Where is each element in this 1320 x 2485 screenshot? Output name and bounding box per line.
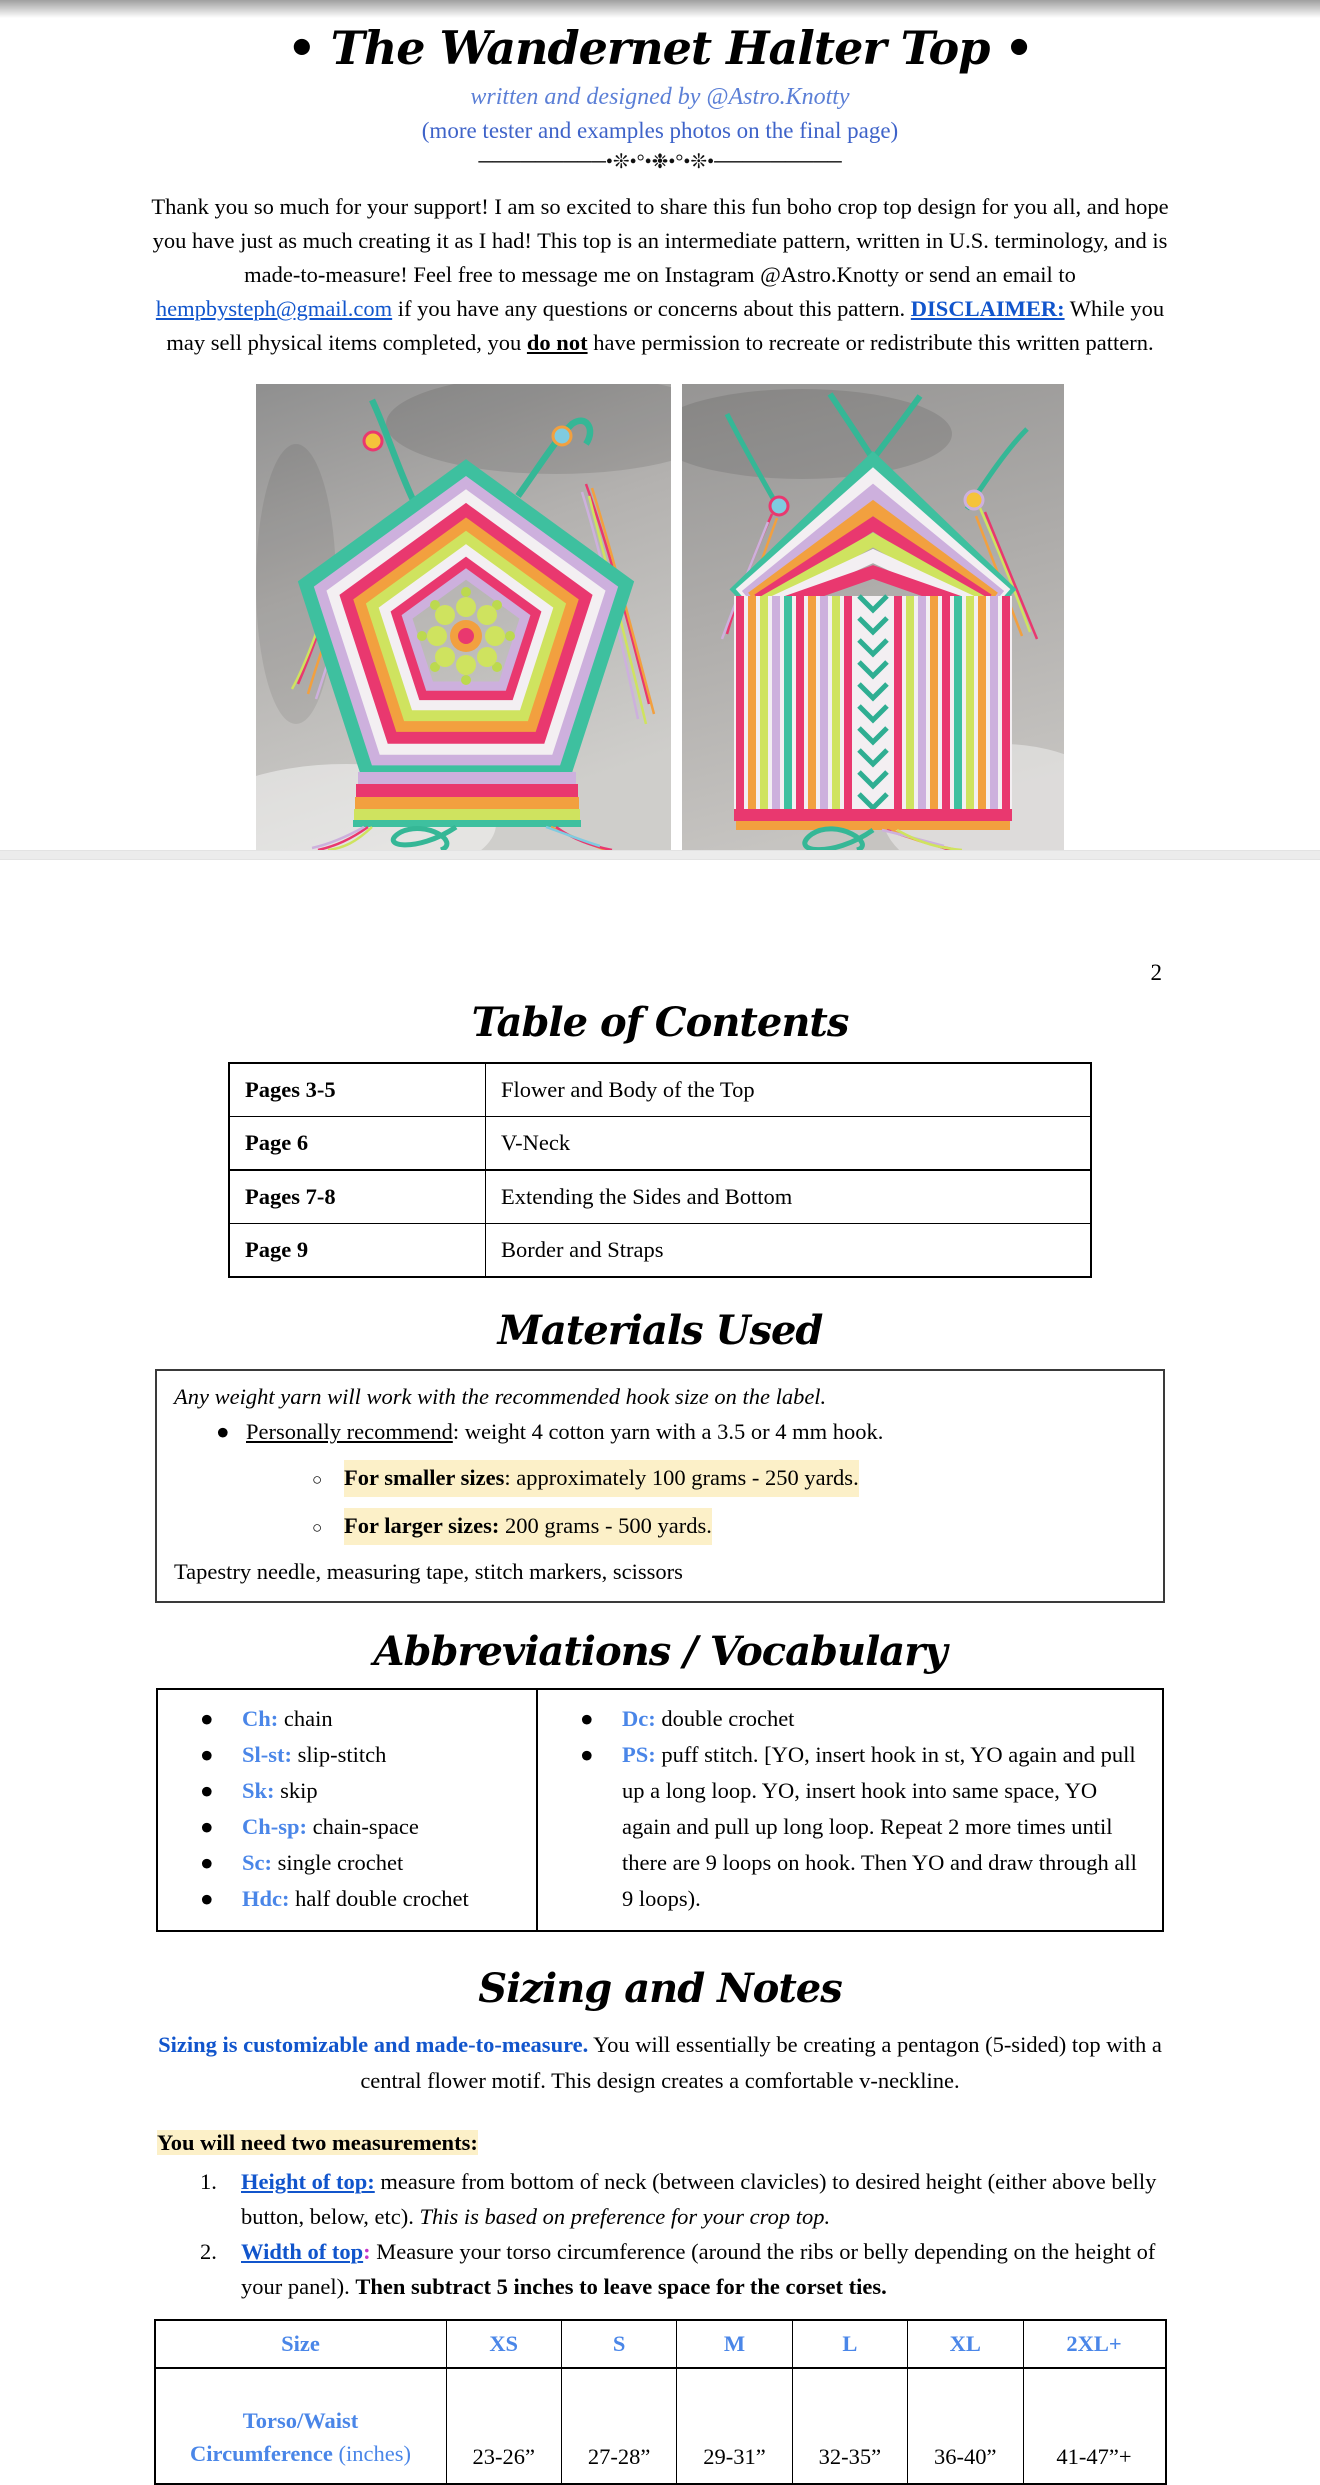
toc-section-cell: V-Neck	[486, 1117, 1092, 1171]
page-number: 2	[1150, 960, 1162, 985]
abbr-def: half double crochet	[289, 1886, 469, 1911]
page-separator	[0, 850, 1320, 860]
size-value-cell: 23-26”	[446, 2368, 561, 2484]
abbr-item	[188, 1737, 522, 1773]
sizing-paragraph	[125, 2027, 1195, 2099]
abbr-def: single crochet	[272, 1850, 404, 1875]
list-number: 2.	[200, 2239, 217, 2264]
bullet-icon: ●	[216, 1419, 230, 1444]
intro-paragraph	[140, 190, 1180, 360]
sizing-heading: Sizing and Notes	[478, 1965, 842, 2012]
abbreviations-left-column	[157, 1689, 537, 1931]
front-view-photo	[256, 384, 671, 850]
toc-heading: Table of Contents	[471, 999, 849, 1046]
size-header-cell: 2XL+	[1023, 2320, 1166, 2368]
size-chart-value-row	[155, 2368, 1166, 2484]
abbr-item	[568, 1701, 1148, 1737]
height-of-top-link[interactable]: Height of top:	[241, 2169, 375, 2194]
label-line: Torso/Waist	[242, 2408, 359, 2433]
text-segment: Sizing is customizable and made-to-measure.	[158, 2032, 589, 2057]
email-link[interactable]: hempbysteph@gmail.com	[155, 296, 393, 321]
measurements-needed-line	[157, 2126, 1320, 2159]
viewer-top-shadow	[0, 0, 1320, 18]
abbr-item	[188, 1773, 522, 1809]
text-segment: measure from bottom of neck (between clavicles) to desired height (either above belly button, below, etc).	[241, 2169, 1157, 2229]
list-number: 1.	[200, 2169, 217, 2194]
circle-bullet-icon: ○	[312, 1518, 323, 1537]
materials-sub-bullet	[174, 1460, 1146, 1497]
bullet-icon: ●	[200, 1778, 214, 1803]
height-of-top-item	[241, 2164, 1165, 2234]
byline: written and designed by @Astro.Knotty	[470, 84, 850, 110]
text-segment: have permission to recreate or redistribute this written pattern.	[587, 330, 1154, 355]
bullet-icon: ●	[200, 1742, 214, 1767]
text-segment: : weight 4 cotton yarn with a 3.5 or 4 mm hook.	[452, 1419, 884, 1444]
text-segment: :	[363, 2239, 371, 2264]
list-item	[200, 2164, 1165, 2234]
text-segment: While you may sell physical items completed, you	[166, 296, 1165, 355]
size-header-cell: S	[561, 2320, 676, 2368]
smaller-sizes-text	[344, 1460, 859, 1497]
abbreviations-right-column	[537, 1689, 1163, 1931]
page-2	[0, 860, 1320, 2485]
page-1	[0, 22, 1320, 850]
abbr-item	[188, 1809, 522, 1845]
text-segment: You will essentially be creating a pentagon (5-sided) top with a central flower motif. This design creates a comfortable v-neckline.	[360, 2032, 1162, 2093]
materials-tools: Tapestry needle, measuring tape, stitch markers, scissors	[174, 1559, 683, 1584]
text-segment: if you have any questions or concerns about this pattern.	[392, 296, 911, 321]
abbr-def: chain-space	[307, 1814, 419, 1839]
abbr-def: skip	[274, 1778, 318, 1803]
abbr-term: Hdc:	[242, 1886, 290, 1911]
materials-sub-bullet	[174, 1508, 1146, 1545]
size-value-cell: 32-35”	[792, 2368, 907, 2484]
text-segment: do not	[526, 330, 588, 355]
size-header-cell: L	[792, 2320, 907, 2368]
text-segment: Measure your torso circumference (around the ribs or belly depending on the height of your panel).	[241, 2239, 1156, 2299]
ornament-divider: ─────────•❊•°•❉•°•❊•─────────	[478, 151, 842, 173]
bullet-icon: ●	[200, 1886, 214, 1911]
size-value-cell: 41-47”+	[1023, 2368, 1166, 2484]
label-line: Circumference (inches)	[190, 2441, 411, 2466]
text-segment: 200 grams - 500 yards.	[499, 1513, 712, 1538]
size-header-cell: XL	[908, 2320, 1023, 2368]
size-header-cell: XS	[446, 2320, 561, 2368]
circle-bullet-icon: ○	[312, 1470, 323, 1489]
abbr-term: PS:	[622, 1742, 656, 1767]
text-segment: This is based on preference for your crop top.	[419, 2204, 831, 2229]
size-chart-table	[154, 2319, 1167, 2485]
abbr-term: Dc:	[622, 1706, 656, 1731]
text-segment: For smaller sizes	[344, 1465, 505, 1490]
toc-row	[229, 1170, 1091, 1224]
abbr-term: Ch-sp:	[242, 1814, 308, 1839]
toc-row	[229, 1117, 1091, 1171]
toc-section-cell: Extending the Sides and Bottom	[486, 1170, 1092, 1224]
text-segment: Then subtract 5 inches to leave space for the corset ties.	[355, 2274, 887, 2299]
toc-section-cell: Border and Straps	[486, 1224, 1092, 1278]
disclaimer-link[interactable]: DISCLAIMER:	[910, 296, 1065, 321]
abbr-term: Sc:	[242, 1850, 272, 1875]
text-segment: For larger sizes:	[344, 1513, 500, 1538]
text-segment: Personally recommend	[246, 1419, 453, 1444]
abbr-item	[188, 1701, 522, 1737]
bullet-icon: ●	[580, 1706, 594, 1731]
toc-section-cell: Flower and Body of the Top	[486, 1063, 1092, 1117]
size-header-cell: Size	[155, 2320, 447, 2368]
text-segment: Thank you so much for your support! I am so excited to share this fun boho crop top design for you all, and hope you have just as much creating it as I had! This top is an intermediate pattern, written in U.S. terminology, and is made-to-measure! Feel free to message me on Instagram @Astro.Knotty or send an email to	[151, 194, 1169, 287]
abbr-def: chain	[278, 1706, 333, 1731]
toc-row	[229, 1224, 1091, 1278]
toc-pages-cell: Pages 3-5	[229, 1063, 486, 1117]
abbr-item	[188, 1881, 522, 1917]
page-title: • The Wandernet Halter Top •	[287, 21, 1033, 75]
materials-note: Any weight yarn will work with the recommended hook size on the label.	[174, 1384, 827, 1409]
larger-sizes-text	[344, 1508, 712, 1545]
abbr-term: Sk:	[242, 1778, 275, 1803]
abbreviations-heading: Abbreviations / Vocabulary	[373, 1628, 947, 1675]
abbr-def: puff stitch. [YO, insert hook in st, YO again and pull up a long loop. YO, insert hook into same space, YO again and pull up long loop. Repeat 2 more times until there are 9 loops on hook. Then YO and draw through all 9 loops).	[622, 1742, 1137, 1911]
measurements-list	[0, 2164, 1320, 2304]
size-chart-header-row	[155, 2320, 1166, 2368]
abbr-item	[568, 1737, 1148, 1917]
bullet-icon: ●	[200, 1850, 214, 1875]
abbr-term: Sl-st:	[242, 1742, 292, 1767]
width-of-top-item	[241, 2234, 1165, 2304]
materials-box	[155, 1369, 1165, 1603]
bullet-icon: ●	[200, 1814, 214, 1839]
size-value-cell: 27-28”	[561, 2368, 676, 2484]
toc-pages-cell: Page 6	[229, 1117, 486, 1171]
size-header-cell: M	[677, 2320, 792, 2368]
materials-bullet	[174, 1414, 1146, 1449]
circumference-label-cell	[155, 2368, 447, 2484]
bullet-icon: ●	[580, 1742, 594, 1767]
toc-table	[228, 1062, 1092, 1278]
bullet-icon: ●	[200, 1706, 214, 1731]
materials-bullet-text	[246, 1414, 883, 1449]
final-page-note: (more tester and examples photos on the final page)	[421, 118, 899, 143]
abbr-def: double crochet	[655, 1706, 795, 1731]
abbr-item	[188, 1845, 522, 1881]
measurements-needed-text: You will need two measurements:	[157, 2130, 478, 2155]
text-segment: : approximately 100 grams - 250 yards.	[504, 1465, 859, 1490]
list-item	[200, 2234, 1165, 2304]
photo-row	[0, 384, 1320, 850]
size-value-cell: 36-40”	[908, 2368, 1023, 2484]
back-view-photo	[682, 384, 1064, 850]
toc-pages-cell: Page 9	[229, 1224, 486, 1278]
abbreviations-table	[156, 1688, 1164, 1932]
width-of-top-link[interactable]: Width of top	[241, 2239, 364, 2264]
abbr-def: slip-stitch	[292, 1742, 387, 1767]
toc-row	[229, 1063, 1091, 1117]
toc-pages-cell: Pages 7-8	[229, 1170, 486, 1224]
materials-heading: Materials Used	[497, 1307, 823, 1354]
abbr-term: Ch:	[242, 1706, 279, 1731]
size-value-cell: 29-31”	[677, 2368, 792, 2484]
